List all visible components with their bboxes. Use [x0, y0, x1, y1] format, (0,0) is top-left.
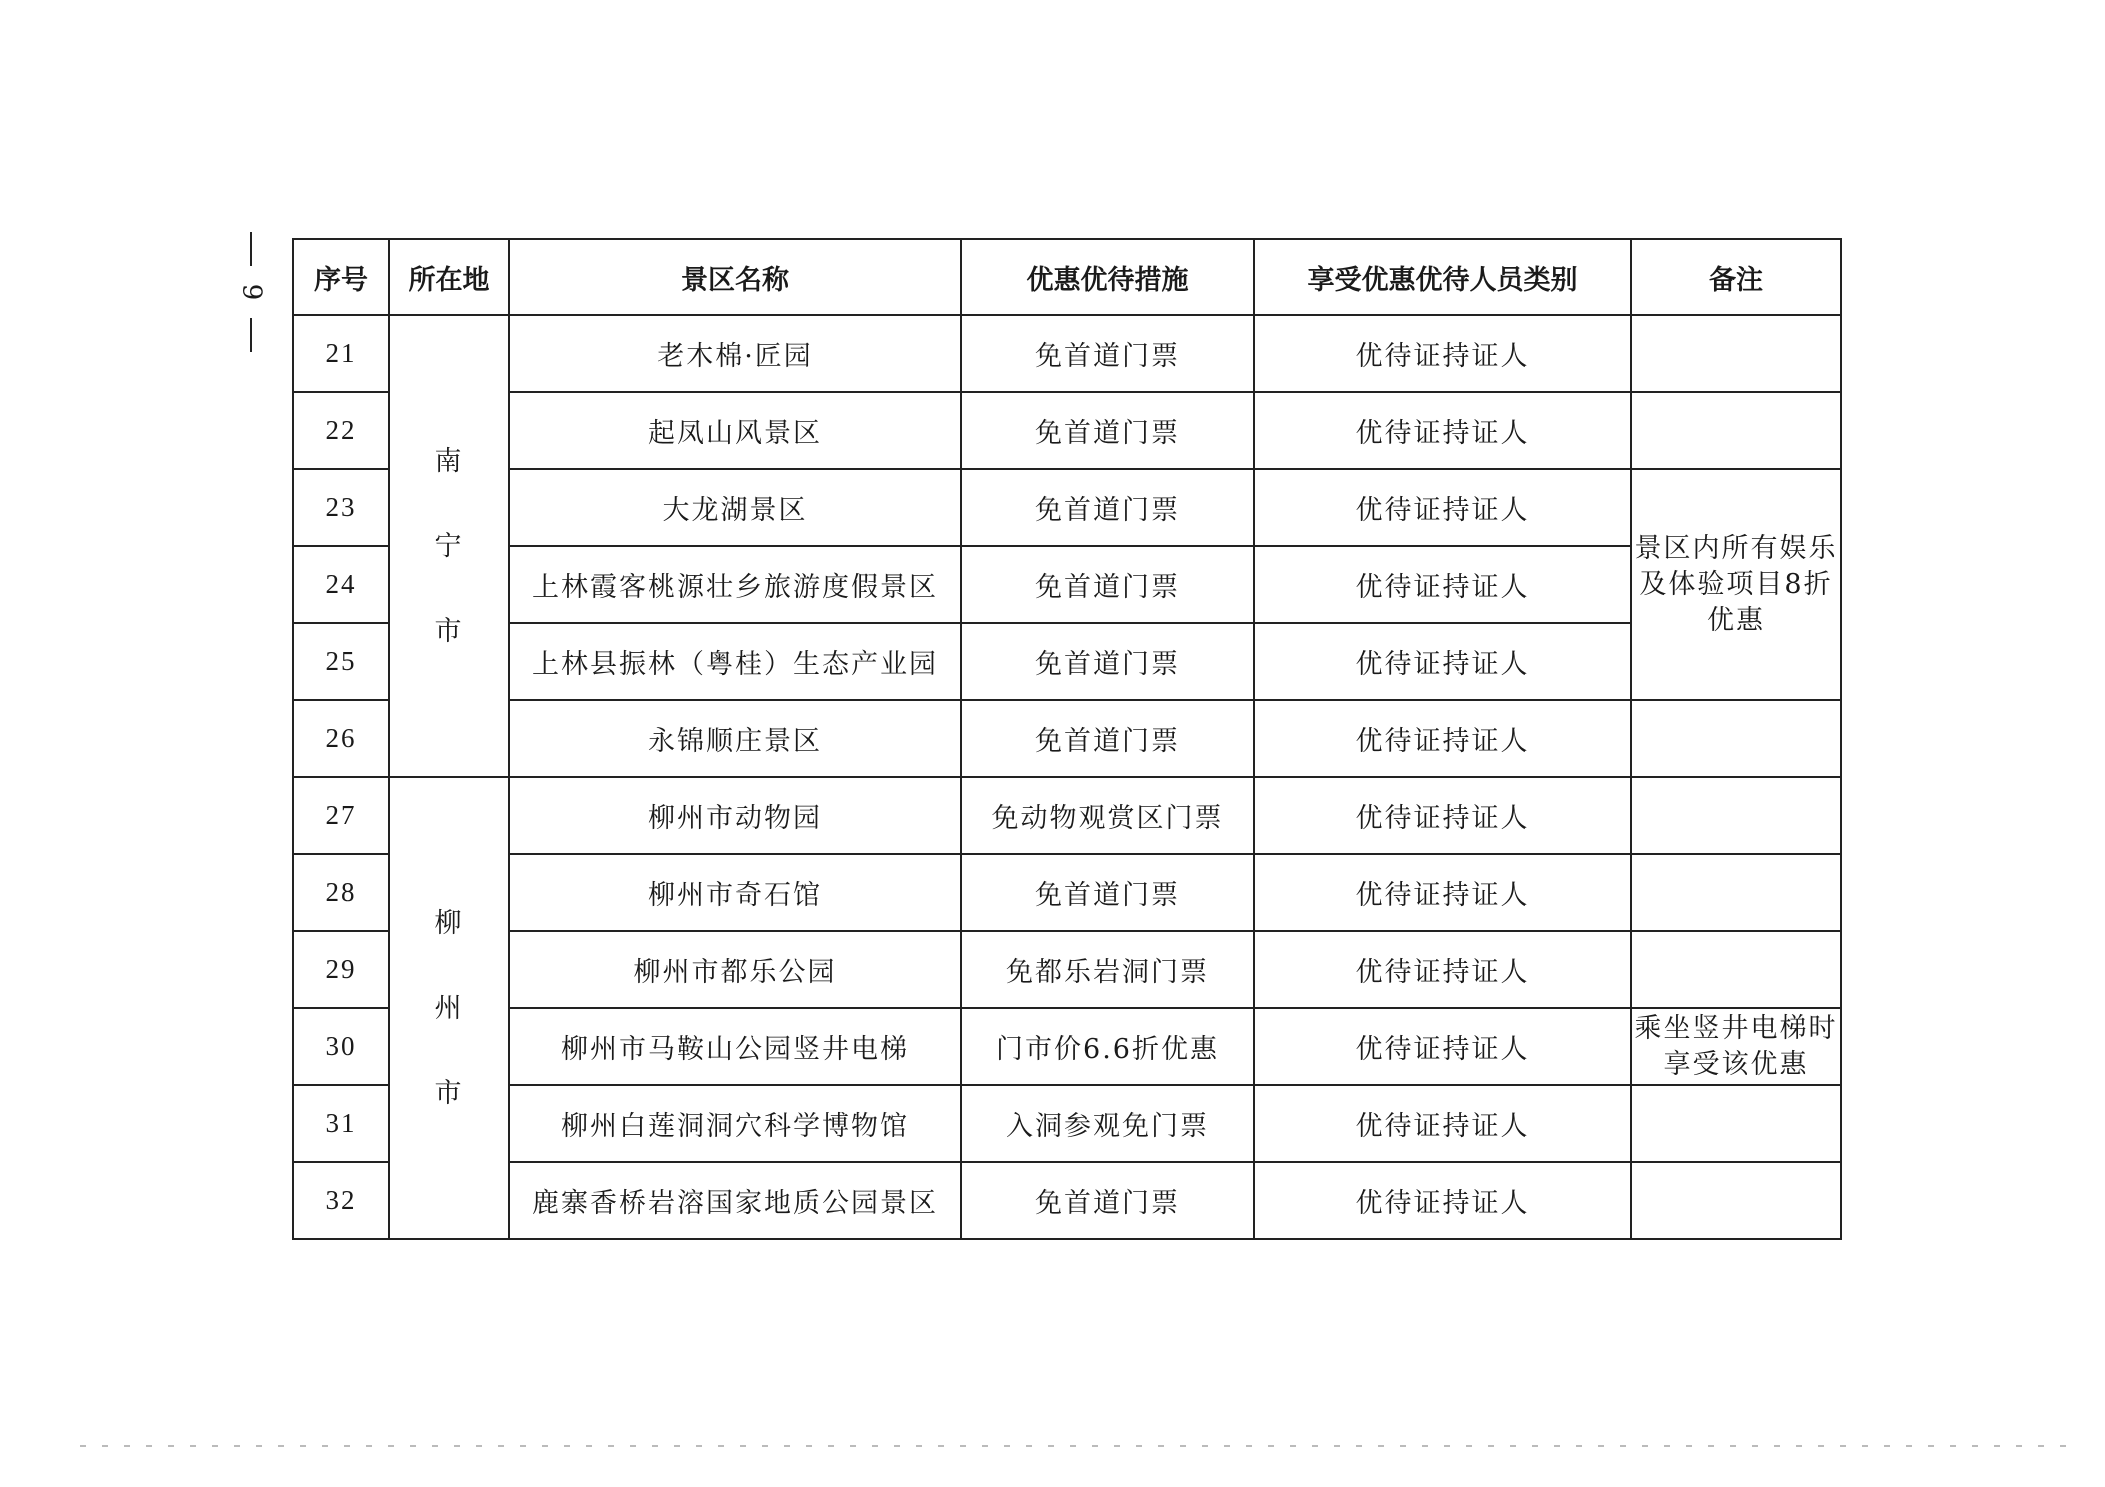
row-seq: 30 — [293, 1008, 389, 1085]
row-scenic-name: 上林县振林（粤桂）生态产业园 — [509, 623, 961, 700]
row-measure: 免首道门票 — [961, 854, 1254, 931]
header-location: 所在地 — [389, 239, 509, 315]
row-measure: 免首道门票 — [961, 1162, 1254, 1239]
row-scenic-name: 柳州市动物园 — [509, 777, 961, 854]
row-seq: 23 — [293, 469, 389, 546]
page-number-dash-bottom — [250, 318, 252, 352]
row-seq: 26 — [293, 700, 389, 777]
row-category: 优待证持证人 — [1254, 854, 1631, 931]
header-seq: 序号 — [293, 239, 389, 315]
row-measure: 免首道门票 — [961, 546, 1254, 623]
table-row — [293, 1008, 1841, 1085]
row-scenic-name: 柳州市都乐公园 — [509, 931, 961, 1008]
row-scenic-name: 柳州市奇石馆 — [509, 854, 961, 931]
location-char: 柳 — [434, 907, 464, 939]
row-remark — [1631, 315, 1841, 392]
row-seq: 28 — [293, 854, 389, 931]
row-remark — [1631, 1085, 1841, 1162]
row-measure: 免首道门票 — [961, 623, 1254, 700]
row-category: 优待证持证人 — [1254, 623, 1631, 700]
table-row — [293, 546, 1841, 623]
row-remark: 乘坐竖井电梯时享受该优惠 — [1631, 1008, 1841, 1085]
row-category: 优待证持证人 — [1254, 700, 1631, 777]
table-row — [293, 469, 1841, 546]
table-row — [293, 777, 1841, 854]
row-remark — [1631, 1162, 1841, 1239]
row-scenic-name: 永锦顺庄景区 — [509, 700, 961, 777]
row-scenic-name: 老木棉·匠园 — [509, 315, 961, 392]
location-char: 南 — [434, 445, 464, 477]
row-measure: 免首道门票 — [961, 392, 1254, 469]
row-scenic-name: 起凤山风景区 — [509, 392, 961, 469]
location-cell-liuzhou — [389, 777, 509, 1239]
scan-noise-line — [80, 1445, 2080, 1447]
row-category: 优待证持证人 — [1254, 1162, 1631, 1239]
row-seq: 32 — [293, 1162, 389, 1239]
table-row — [293, 1085, 1841, 1162]
location-cell-nanning — [389, 315, 509, 777]
row-measure: 免都乐岩洞门票 — [961, 931, 1254, 1008]
table-header-row — [293, 239, 1841, 315]
page-number — [236, 232, 266, 352]
location-char: 市 — [434, 615, 464, 647]
row-seq: 22 — [293, 392, 389, 469]
row-measure: 入洞参观免门票 — [961, 1085, 1254, 1162]
row-category: 优待证持证人 — [1254, 1008, 1631, 1085]
row-remark — [1631, 392, 1841, 469]
table-row — [293, 623, 1841, 700]
row-measure: 免首道门票 — [961, 469, 1254, 546]
row-scenic-name: 上林霞客桃源壮乡旅游度假景区 — [509, 546, 961, 623]
table-row — [293, 1162, 1841, 1239]
row-scenic-name: 鹿寨香桥岩溶国家地质公园景区 — [509, 1162, 961, 1239]
location-char: 宁 — [434, 530, 464, 562]
table-row — [293, 854, 1841, 931]
header-measure: 优惠优待措施 — [961, 239, 1254, 315]
row-category: 优待证持证人 — [1254, 392, 1631, 469]
row-remark — [1631, 854, 1841, 931]
row-scenic-name: 大龙湖景区 — [509, 469, 961, 546]
row-scenic-name: 柳州白莲洞洞穴科学博物馆 — [509, 1085, 961, 1162]
row-category: 优待证持证人 — [1254, 546, 1631, 623]
row-seq: 27 — [293, 777, 389, 854]
table-row — [293, 931, 1841, 1008]
row-remark: 景区内所有娱乐及体验项目8折优惠 — [1631, 469, 1841, 700]
row-seq: 24 — [293, 546, 389, 623]
row-category: 优待证持证人 — [1254, 1085, 1631, 1162]
row-measure: 门市价6.6折优惠 — [961, 1008, 1254, 1085]
row-category: 优待证持证人 — [1254, 315, 1631, 392]
row-seq: 29 — [293, 931, 389, 1008]
row-category: 优待证持证人 — [1254, 469, 1631, 546]
row-remark — [1631, 700, 1841, 777]
row-measure: 免动物观赏区门票 — [961, 777, 1254, 854]
table-row — [293, 700, 1841, 777]
location-char: 州 — [434, 992, 464, 1024]
page-number-text: 9 — [235, 283, 266, 301]
header-scenic-name: 景区名称 — [509, 239, 961, 315]
row-seq: 25 — [293, 623, 389, 700]
row-measure: 免首道门票 — [961, 315, 1254, 392]
row-scenic-name: 柳州市马鞍山公园竖井电梯 — [509, 1008, 961, 1085]
page-number-dash-top — [250, 232, 252, 266]
header-category: 享受优惠优待人员类别 — [1254, 239, 1631, 315]
table-row — [293, 392, 1841, 469]
location-char: 市 — [434, 1077, 464, 1109]
row-measure: 免首道门票 — [961, 700, 1254, 777]
table-row — [293, 315, 1841, 392]
row-category: 优待证持证人 — [1254, 931, 1631, 1008]
row-seq: 31 — [293, 1085, 389, 1162]
row-seq: 21 — [293, 315, 389, 392]
header-remark: 备注 — [1631, 239, 1841, 315]
discount-table — [292, 238, 1842, 1240]
row-category: 优待证持证人 — [1254, 777, 1631, 854]
row-remark — [1631, 931, 1841, 1008]
row-remark — [1631, 777, 1841, 854]
